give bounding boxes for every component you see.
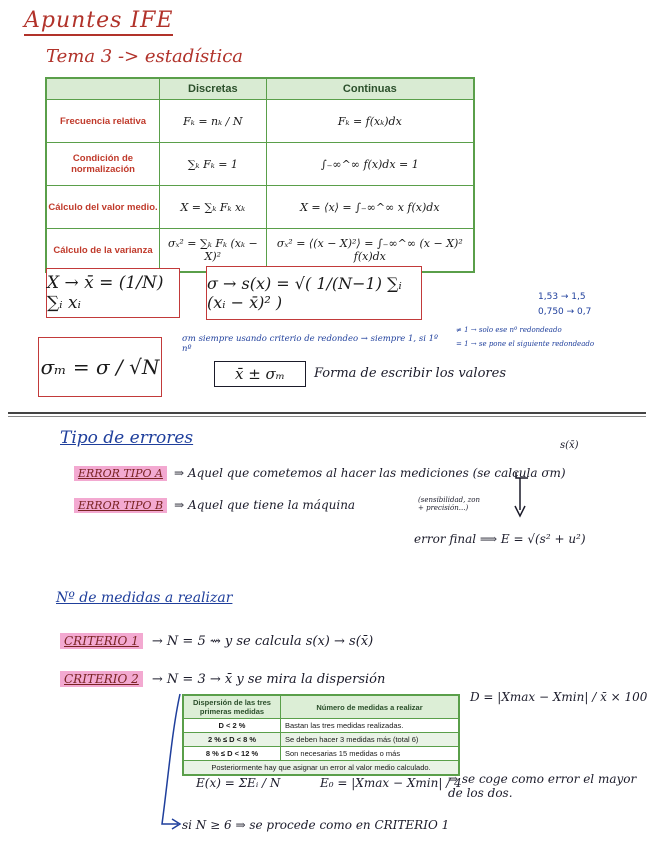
col-header-continuas: Continuas [266, 78, 474, 100]
criterio-2-row [60, 668, 385, 687]
row-label: Cálculo de la varianza [46, 229, 160, 273]
e-x-formula: E(x) = ΣEᵢ / N [196, 776, 281, 790]
table-row [183, 761, 459, 776]
table-row [46, 186, 474, 229]
result-format-note: Forma de escribir los valores [314, 366, 506, 381]
formula-cell: Fₖ = nₖ / N [160, 100, 267, 143]
mean-formula: X → x̄ = (1/N) ∑ᵢ xᵢ [47, 273, 164, 313]
final-error-formula: error final ⟹ E = √(s² + u²) [414, 532, 586, 546]
criterio-2-text: → N = 3 → x̄ y se mira la dispersión [151, 672, 386, 687]
col-header-dispersion: Dispersión de las tres primeras medidas [183, 695, 281, 719]
row-label: Cálculo del valor medio. [46, 186, 160, 229]
formula-cell: ∫₋∞^∞ f(x)dx = 1 [266, 143, 474, 186]
sigma-formula: σ → s(x) = √( 1/(N−1) ∑ᵢ (xᵢ − x̄)² ) [207, 274, 402, 312]
statistics-table [45, 77, 475, 273]
row-label: Frecuencia relativa [46, 100, 160, 143]
table-row [46, 143, 474, 186]
rounding-example: 0,750 → 0,7 [538, 307, 592, 317]
table-row [183, 719, 459, 733]
error-tipo-b-text: ⇒ Aquel que tiene la máquina [174, 498, 356, 512]
formula-cell: X = ⟨x⟩ = ∫₋∞^∞ x f(x)dx [266, 186, 474, 229]
error-tipo-b-label: ERROR TIPO B [74, 498, 167, 513]
formula-cell: σₓ² = ⟨(x − X)²⟩ = ∫₋∞^∞ (x − X)² f(x)dx [266, 229, 474, 273]
table-footer-cell: Posteriormente hay que asignar un error al valor medio calculado. [183, 761, 459, 776]
section-divider [8, 412, 646, 414]
dispersion-cell: D < 2 % [183, 719, 281, 733]
formula-cell: σₓ² = ∑ₖ Fₖ (xₖ − X)² [160, 229, 267, 273]
rounding-case-2: = 1 → se pone el siguiente redondeado [456, 340, 595, 348]
sigma-m-rounding-note: σm siempre usando criterio de redondeo → siempre 1, si 1º nº [182, 334, 439, 354]
sigma-m-formula-box [38, 337, 162, 397]
e0-formula: E₀ = |Xmax − Xmin| / 4 [320, 776, 462, 790]
action-cell: Son necesarias 15 medidas o más [281, 747, 460, 761]
max-error-note: ⇒ se coge como error el mayor de los dos. [448, 772, 637, 800]
result-format-box [214, 361, 306, 387]
action-cell: Se deben hacer 3 medidas más (total 6) [281, 733, 460, 747]
tema-title: Tema 3 -> estadística [46, 46, 244, 67]
sigma-formula-box [206, 266, 422, 320]
criterio-1-label: CRITERIO 1 [60, 633, 143, 649]
dispersion-cell: 8 % ≤ D < 12 % [183, 747, 281, 761]
sigma-m-formula: σₘ = σ / √N [40, 355, 160, 379]
dispersion-formula: D = |Xmax − Xmin| / x̄ × 100 [470, 690, 648, 704]
result-format: x̄ ± σₘ [234, 365, 285, 383]
formula-cell: Fₖ = f(xₖ)dx [266, 100, 474, 143]
table-row [46, 100, 474, 143]
col-header-discretas: Discretas [160, 78, 267, 100]
table-row [183, 733, 459, 747]
rounding-case-1: ≠ 1 → solo ese nº redondeado [456, 326, 562, 334]
formula-cell: ∑ₖ Fₖ = 1 [160, 143, 267, 186]
criterio-2-label: CRITERIO 2 [60, 671, 143, 687]
table-corner [46, 78, 160, 100]
errors-section-title: Tipo de errores [60, 428, 194, 448]
col-header-numero: Número de medidas a realizar [281, 695, 460, 719]
measures-table [182, 694, 460, 776]
rounding-example: 1,53 → 1,5 [538, 292, 586, 302]
table-row [183, 747, 459, 761]
action-cell: Bastan las tres medidas realizadas. [281, 719, 460, 733]
tipo-a-row [74, 462, 566, 481]
tipo-b-row [74, 494, 355, 513]
s-x-label: s(x̄) [560, 440, 579, 451]
error-tipo-a-text: ⇒ Aquel que cometemos al hacer las mediciones (se calcula σm) [174, 466, 566, 480]
formula-cell: X = ∑ₖ Fₖ xₖ [160, 186, 267, 229]
error-tipo-b-note: (sensibilidad, zon + precisión...) [418, 496, 480, 512]
final-criterio-note: si N ≥ 6 ⇒ se procede como en CRITERIO 1 [182, 818, 450, 832]
criterio-1-row [60, 630, 373, 649]
arrow-down-icon [506, 470, 536, 530]
mean-formula-box [46, 268, 180, 318]
dispersion-cell: 2 % ≤ D < 8 % [183, 733, 281, 747]
measures-section-title: Nº de medidas a realizar [56, 590, 233, 606]
section-divider [8, 416, 646, 417]
page-title: Apuntes IFE [24, 8, 173, 36]
row-label: Condición de normalización [46, 143, 160, 186]
criterio-1-text: → N = 5 ⇝ y se calcula s(x) → s(x̄) [151, 634, 374, 649]
error-tipo-a-label: ERROR TIPO A [74, 466, 167, 481]
